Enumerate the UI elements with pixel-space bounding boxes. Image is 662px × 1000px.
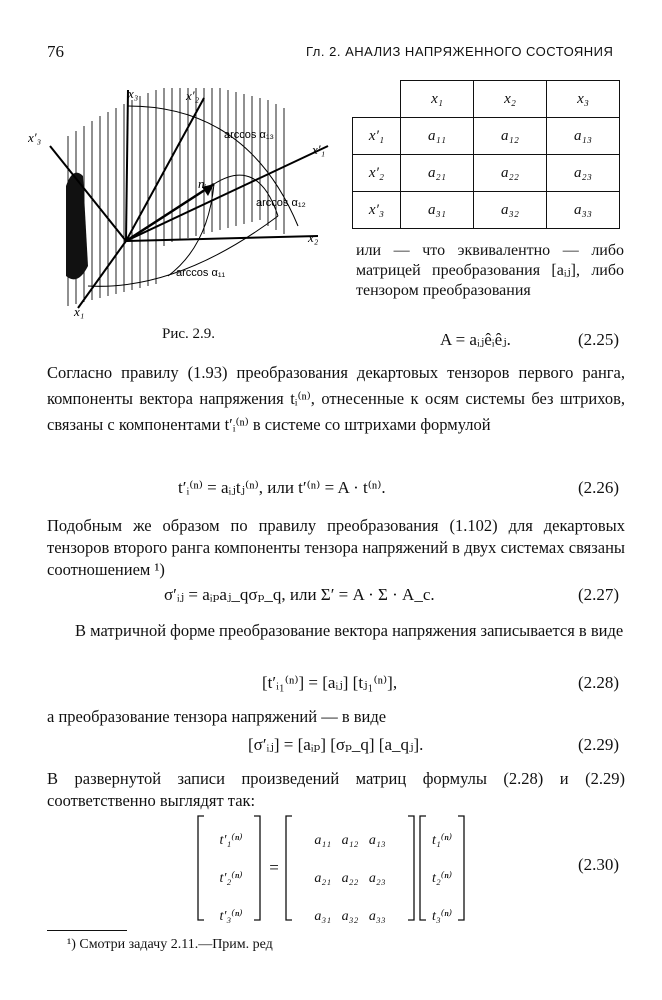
label-arccos-11: arccos α₁₁ bbox=[176, 267, 226, 279]
rhs-entry: t₃⁽ⁿ⁾ bbox=[431, 909, 453, 924]
table-row bbox=[353, 155, 620, 192]
table-cell: a₂₃ bbox=[547, 155, 620, 192]
table-cell: x₃ bbox=[547, 81, 620, 118]
table-header-row bbox=[353, 81, 620, 118]
table-cell bbox=[353, 81, 401, 118]
equals-sign: = bbox=[269, 858, 279, 877]
label-x2-prime: x′₂ bbox=[186, 88, 200, 103]
equation-number-2-30: (2.30) bbox=[578, 855, 620, 874]
equation-number-2-28: (2.28) bbox=[578, 673, 620, 692]
footnote-rule bbox=[47, 930, 127, 931]
lhs-entry: t′₁⁽ⁿ⁾ bbox=[219, 833, 243, 848]
matrix-row bbox=[294, 860, 406, 898]
table-cell: a₃₁ bbox=[401, 192, 474, 229]
equation-2-28: [t′ᵢ₁⁽ⁿ⁾] = [aᵢⱼ] [tⱼ₁⁽ⁿ⁾], bbox=[262, 673, 398, 692]
side-text: или — что эквивалентно — либо матрицей преобразования [aᵢⱼ], либо тензором преобразования bbox=[356, 242, 624, 299]
matrix-entry: a₁₃ bbox=[368, 833, 386, 848]
table-cell: a₃₃ bbox=[547, 192, 620, 229]
figure-caption: Рис. 2.9. bbox=[162, 326, 216, 342]
table-row bbox=[353, 192, 620, 229]
matrix-entry: a₃₂ bbox=[341, 909, 359, 924]
paragraph-2: Подобным же образом по правилу преобразования (1.102) для декартовых тензоров второго ранга компоненты тензора напряжений в двух системах связаны соотношением ¹) bbox=[47, 516, 625, 579]
table-cell: a₃₂ bbox=[474, 192, 547, 229]
label-n: nᵢ bbox=[198, 176, 207, 191]
matrix-entry: a₂₃ bbox=[368, 871, 386, 886]
table-cell: a₁₁ bbox=[401, 118, 474, 155]
label-x1: x₁ bbox=[74, 304, 85, 319]
lhs-entry: t′₂⁽ⁿ⁾ bbox=[219, 871, 243, 886]
equation-number-2-25: (2.25) bbox=[578, 330, 620, 349]
table-row bbox=[353, 118, 620, 155]
equation-2-27: σ′ᵢⱼ = aᵢₚaⱼ_qσₚ_q, или Σ′ = A · Σ · A_c. bbox=[164, 585, 435, 604]
lhs-entry: t′₃⁽ⁿ⁾ bbox=[219, 909, 243, 924]
figure-axes-diagram bbox=[28, 76, 350, 322]
paragraph-5: В развернутой записи произведений матриц формулы (2.28) и (2.29) соответственно выглядят так: bbox=[47, 769, 625, 810]
rhs-entry: t₁⁽ⁿ⁾ bbox=[431, 833, 453, 848]
table-cell: a₂₂ bbox=[474, 155, 547, 192]
matrix-entry: a₂₁ bbox=[314, 871, 332, 886]
table-cell: x′₂ bbox=[353, 155, 401, 192]
matrix-entry: a₂₂ bbox=[341, 871, 359, 886]
rhs-entry: t₂⁽ⁿ⁾ bbox=[431, 871, 453, 886]
running-head: Гл. 2. АНАЛИЗ НАПРЯЖЕННОГО СОСТОЯНИЯ bbox=[306, 44, 614, 59]
label-x3-prime: x′₃ bbox=[28, 130, 42, 145]
equation-2-25: A = aᵢⱼêᵢêⱼ. bbox=[440, 330, 511, 349]
footnote: ¹) Смотри задачу 2.11.—Прим. ред bbox=[67, 937, 273, 952]
matrix-entry: a₁₂ bbox=[341, 833, 359, 848]
table-cell: x₂ bbox=[474, 81, 547, 118]
label-arccos-13: arccos α₁₃ bbox=[224, 129, 275, 141]
paragraph-3: В матричной форме преобразование вектора напряжения записывается в виде bbox=[75, 621, 624, 640]
matrix-row bbox=[294, 822, 406, 860]
table-cell: a₁₃ bbox=[547, 118, 620, 155]
label-x3: x₃ bbox=[128, 86, 139, 101]
equation-number-2-29: (2.29) bbox=[578, 735, 620, 754]
matrix-entry: a₃₃ bbox=[368, 909, 386, 924]
matrix-row bbox=[294, 898, 406, 936]
equation-2-30-matrix bbox=[196, 812, 486, 924]
equation-2-29: [σ′ᵢⱼ] = [aᵢₚ] [σₚ_q] [a_qⱼ]. bbox=[248, 735, 424, 754]
page-number: 76 bbox=[47, 42, 64, 61]
matrix-entry: a₁₁ bbox=[314, 833, 332, 848]
label-arccos-12: arccos α₁₂ bbox=[256, 197, 306, 209]
table-cell: a₂₁ bbox=[401, 155, 474, 192]
equation-number-2-27: (2.27) bbox=[578, 585, 620, 604]
table-cell: a₁₂ bbox=[474, 118, 547, 155]
matrix-entry: a₃₁ bbox=[314, 909, 332, 924]
direction-cosine-table bbox=[352, 80, 620, 229]
table-cell: x₁ bbox=[401, 81, 474, 118]
equation-2-26: t′ᵢ⁽ⁿ⁾ = aᵢⱼtⱼ⁽ⁿ⁾, или t′⁽ⁿ⁾ = A · t⁽ⁿ⁾. bbox=[178, 478, 386, 497]
label-x2: x₂ bbox=[308, 230, 319, 245]
paragraph-4: а преобразование тензора напряжений — в виде bbox=[47, 707, 387, 726]
label-x1-prime: x′₁ bbox=[312, 142, 326, 157]
paragraph-1: Согласно правилу (1.93) преобразования декартовых тензоров первого ранга, компоненты вектора напряжения tᵢ⁽ⁿ⁾, отнесенные к осям системы без штрихов, связаны с компонентами t′ᵢ⁽ⁿ⁾ в системе со штрихами формулой bbox=[47, 363, 625, 434]
equation-number-2-26: (2.26) bbox=[578, 478, 620, 497]
table-cell: x′₁ bbox=[353, 118, 401, 155]
table-cell: x′₃ bbox=[353, 192, 401, 229]
